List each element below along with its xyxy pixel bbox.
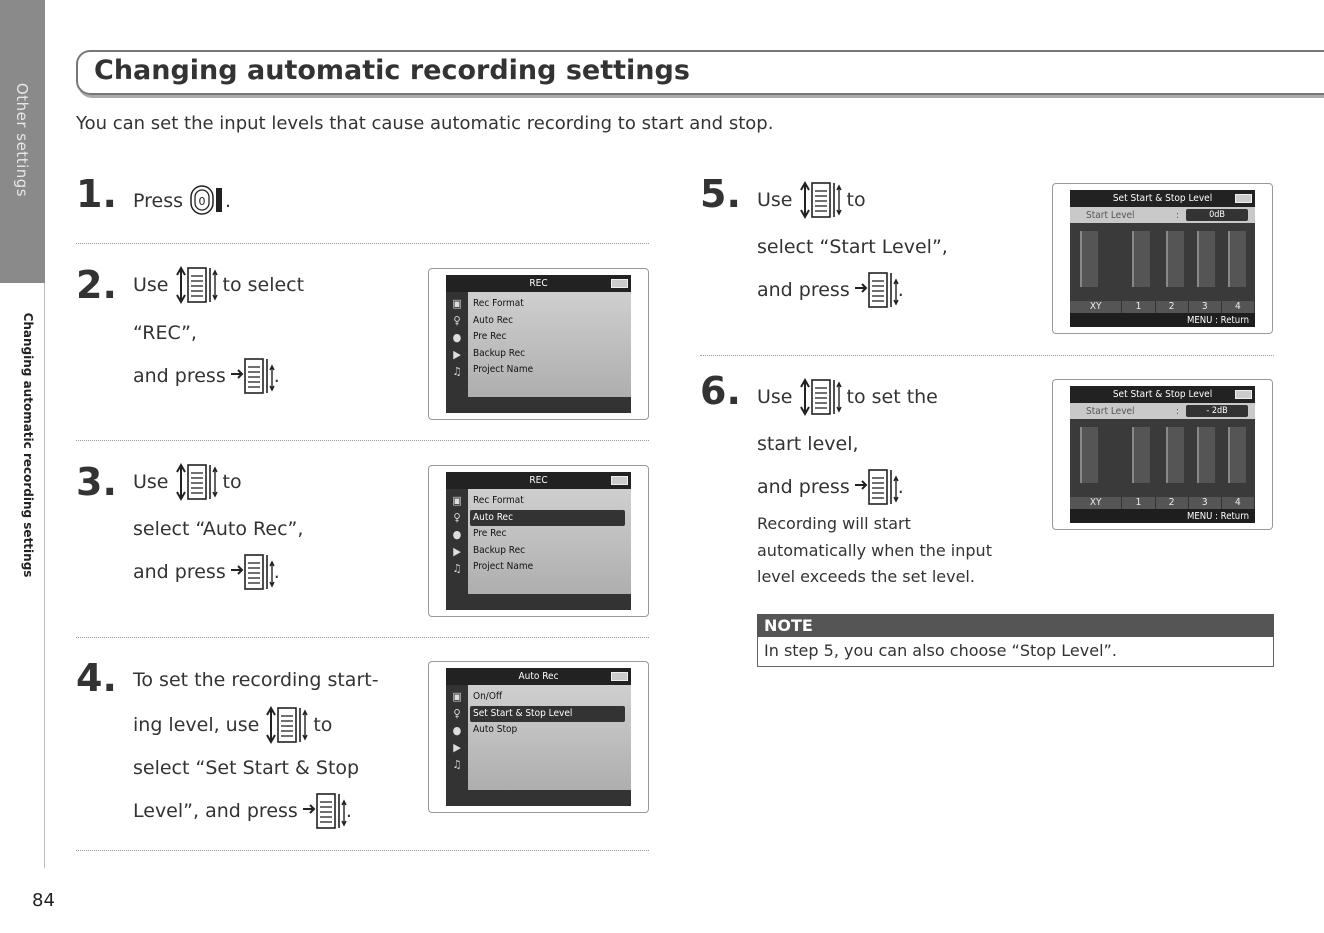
step-2-line-3 bbox=[133, 356, 280, 396]
mic-icon: ♀ bbox=[453, 511, 461, 524]
step-6-and-press: and press bbox=[757, 476, 850, 498]
press-wheel-icon bbox=[302, 791, 348, 831]
scroll-wheel-icon bbox=[173, 462, 219, 502]
level-meter bbox=[1228, 427, 1246, 483]
step-5-line-3 bbox=[757, 270, 904, 310]
play-icon: ▶ bbox=[453, 545, 461, 558]
step-2-use: Use bbox=[133, 274, 169, 296]
lcd-title: REC bbox=[446, 472, 631, 489]
channel-xy: XY bbox=[1070, 497, 1122, 509]
battery-icon bbox=[611, 279, 628, 288]
step-4-line-1: To set the recording start- bbox=[133, 669, 379, 691]
channel-4: 4 bbox=[1222, 497, 1255, 509]
scroll-wheel-icon bbox=[797, 180, 843, 220]
step-6-line-1 bbox=[757, 377, 938, 417]
lcd-display bbox=[1070, 386, 1255, 523]
lcd-item-auto-rec: Auto Rec bbox=[473, 314, 514, 326]
lcd-display bbox=[1070, 190, 1255, 327]
note-heading: NOTE bbox=[757, 614, 1274, 637]
step-5-number: 5. bbox=[700, 172, 741, 216]
step-3-period: . bbox=[273, 561, 280, 583]
step-6-to-set-the: to set the bbox=[846, 386, 938, 408]
step-2-to-select: to select bbox=[222, 274, 305, 296]
level-meters bbox=[1070, 419, 1255, 497]
step-6-note-line-3: level exceeds the set level. bbox=[757, 567, 975, 586]
channel-4: 4 bbox=[1222, 301, 1255, 313]
note-text: In step 5, you can also choose “Stop Level”. bbox=[757, 637, 1274, 667]
step-3-and-press: and press bbox=[133, 561, 226, 583]
divider-4 bbox=[76, 850, 649, 851]
lcd-item-on-off: On/Off bbox=[473, 691, 503, 702]
channel-1: 1 bbox=[1122, 301, 1155, 313]
step-2-and-press: and press bbox=[133, 365, 226, 387]
battery-icon bbox=[611, 672, 628, 681]
step-6-period: . bbox=[897, 476, 904, 498]
lcd-item-auto-rec-selected: Auto Rec bbox=[470, 510, 625, 527]
lcd-item-backup-rec: Backup Rec bbox=[473, 544, 526, 556]
step-5-use: Use bbox=[757, 189, 793, 211]
intro-text: You can set the input levels that cause automatic recording to start and stop. bbox=[76, 113, 774, 134]
record-icon: ● bbox=[452, 528, 462, 541]
step-1-press: Press bbox=[133, 190, 184, 212]
screen-level-start-minus2db bbox=[1052, 379, 1273, 530]
screen-rec-menu bbox=[428, 268, 649, 420]
start-level-colon: : bbox=[1176, 405, 1180, 417]
start-level-colon: : bbox=[1176, 209, 1180, 221]
step-2-line-2: “REC”, bbox=[133, 322, 197, 344]
channel-xy: XY bbox=[1070, 301, 1122, 313]
lcd-title: REC bbox=[446, 275, 631, 292]
lcd-title: Set Start & Stop Level bbox=[1070, 190, 1255, 207]
divider-3 bbox=[76, 637, 649, 638]
start-level-value: 0dB bbox=[1186, 209, 1248, 221]
channel-2: 2 bbox=[1156, 497, 1189, 509]
lcd-item-set-start-stop-selected: Set Start & Stop Level bbox=[470, 706, 625, 723]
level-meter bbox=[1080, 231, 1098, 287]
sidebar-subsection-label: Changing automatic recording settings bbox=[21, 312, 35, 578]
channel-labels bbox=[1070, 301, 1255, 313]
step-5-line-2: select “Start Level”, bbox=[757, 236, 948, 258]
step-6-use: Use bbox=[757, 386, 793, 408]
tools-icon: ♫ bbox=[452, 365, 462, 378]
record-icon: ● bbox=[452, 724, 462, 737]
press-wheel-icon bbox=[854, 467, 900, 507]
play-icon: ▶ bbox=[453, 741, 461, 754]
step-6-note-line-2: automatically when the input bbox=[757, 541, 992, 560]
step-6-number: 6. bbox=[700, 369, 741, 413]
channel-1: 1 bbox=[1122, 497, 1155, 509]
step-6-note-line-1: Recording will start bbox=[757, 514, 911, 533]
scroll-wheel-icon bbox=[173, 265, 219, 305]
screen-level-start-0db bbox=[1052, 183, 1273, 334]
channel-2: 2 bbox=[1156, 301, 1189, 313]
lcd-item-rec-format: Rec Format bbox=[473, 298, 524, 309]
step-3-line-3 bbox=[133, 552, 280, 592]
start-level-row bbox=[1070, 207, 1255, 223]
lcd-item-rec-format: Rec Format bbox=[473, 495, 524, 506]
channel-3: 3 bbox=[1189, 497, 1222, 509]
screen-auto-rec-menu bbox=[428, 661, 649, 813]
step-5-line-1 bbox=[757, 180, 866, 220]
level-meter bbox=[1080, 427, 1098, 483]
level-meters bbox=[1070, 223, 1255, 301]
step-1-number: 1. bbox=[76, 172, 117, 216]
lcd-item-pre-rec: Pre Rec bbox=[473, 528, 507, 539]
battery-icon bbox=[611, 476, 628, 485]
step-3-use: Use bbox=[133, 471, 169, 493]
step-6-line-3 bbox=[757, 467, 904, 507]
lcd-title: Auto Rec bbox=[446, 668, 631, 685]
step-4-line-2 bbox=[133, 705, 332, 745]
level-meter bbox=[1197, 231, 1215, 287]
lcd-footer: MENU : Return bbox=[1070, 313, 1255, 327]
sidebar-section-label: Other settings bbox=[13, 82, 31, 198]
step-5-period: . bbox=[897, 279, 904, 301]
level-meter bbox=[1166, 231, 1184, 287]
step-1-text bbox=[133, 184, 231, 218]
mic-icon: ♀ bbox=[453, 707, 461, 720]
step-4-to: to bbox=[313, 714, 333, 736]
press-wheel-icon bbox=[230, 356, 276, 396]
lcd-display bbox=[446, 275, 631, 413]
lcd-display bbox=[446, 668, 631, 806]
step-4-period: . bbox=[345, 800, 352, 822]
page-number: 84 bbox=[32, 890, 55, 911]
level-meter bbox=[1166, 427, 1184, 483]
lcd-item-project-name: Project Name bbox=[473, 561, 534, 572]
start-level-label: Start Level bbox=[1086, 209, 1135, 221]
lcd-item-pre-rec: Pre Rec bbox=[473, 331, 507, 342]
page-title: Changing automatic recording settings bbox=[94, 55, 690, 86]
mic-icon: ♀ bbox=[453, 314, 461, 327]
battery-icon bbox=[1235, 194, 1252, 203]
start-level-value: - 2dB bbox=[1186, 405, 1248, 417]
step-6-line-2: start level, bbox=[757, 433, 859, 455]
lcd-footer: MENU : Return bbox=[1070, 509, 1255, 523]
lcd-menu-icons bbox=[446, 292, 468, 397]
file-icon: ▣ bbox=[452, 690, 462, 703]
step-3-number: 3. bbox=[76, 460, 117, 504]
start-level-label: Start Level bbox=[1086, 405, 1135, 417]
step-4-line-3: select “Set Start & Stop bbox=[133, 757, 360, 779]
file-icon: ▣ bbox=[452, 297, 462, 310]
divider-2 bbox=[76, 440, 649, 441]
file-icon: ▣ bbox=[452, 494, 462, 507]
lcd-menu-icons bbox=[446, 685, 468, 790]
level-meter bbox=[1197, 427, 1215, 483]
step-2-line-1 bbox=[133, 265, 304, 305]
tools-icon: ♫ bbox=[452, 562, 462, 575]
tools-icon: ♫ bbox=[452, 758, 462, 771]
step-2-number: 2. bbox=[76, 263, 117, 307]
step-3-line-1 bbox=[133, 462, 242, 502]
step-4-number: 4. bbox=[76, 656, 117, 700]
sidebar-divider bbox=[44, 283, 45, 868]
level-meter bbox=[1228, 231, 1246, 287]
scroll-wheel-icon bbox=[263, 705, 309, 745]
battery-icon bbox=[1235, 390, 1252, 399]
step-5-to: to bbox=[846, 189, 866, 211]
record-icon: ● bbox=[452, 331, 462, 344]
menu-button-icon bbox=[187, 184, 232, 218]
step-4-line-4 bbox=[133, 791, 352, 831]
channel-labels bbox=[1070, 497, 1255, 509]
press-wheel-icon bbox=[854, 270, 900, 310]
press-wheel-icon bbox=[230, 552, 276, 592]
screen-rec-menu-autorec bbox=[428, 465, 649, 617]
step-1-period: . bbox=[225, 190, 232, 212]
start-level-row bbox=[1070, 403, 1255, 419]
lcd-item-auto-stop: Auto Stop bbox=[473, 724, 518, 735]
step-5-and-press: and press bbox=[757, 279, 850, 301]
lcd-item-project-name: Project Name bbox=[473, 364, 534, 375]
lcd-item-backup-rec: Backup Rec bbox=[473, 347, 526, 359]
step-4-and-press: Level”, and press bbox=[133, 800, 298, 822]
lcd-display bbox=[446, 472, 631, 610]
step-2-period: . bbox=[273, 365, 280, 387]
scroll-wheel-icon bbox=[797, 377, 843, 417]
channel-3: 3 bbox=[1189, 301, 1222, 313]
divider-1 bbox=[76, 243, 649, 244]
step-3-line-2: select “Auto Rec”, bbox=[133, 518, 304, 540]
lcd-title: Set Start & Stop Level bbox=[1070, 386, 1255, 403]
svg-text:0: 0 bbox=[198, 195, 206, 208]
level-meter bbox=[1132, 231, 1150, 287]
step-4-use: ing level, use bbox=[133, 714, 260, 736]
lcd-menu-icons bbox=[446, 489, 468, 594]
play-icon: ▶ bbox=[453, 348, 461, 361]
step-3-to: to bbox=[222, 471, 242, 493]
divider-5 bbox=[700, 355, 1274, 356]
level-meter bbox=[1132, 427, 1150, 483]
